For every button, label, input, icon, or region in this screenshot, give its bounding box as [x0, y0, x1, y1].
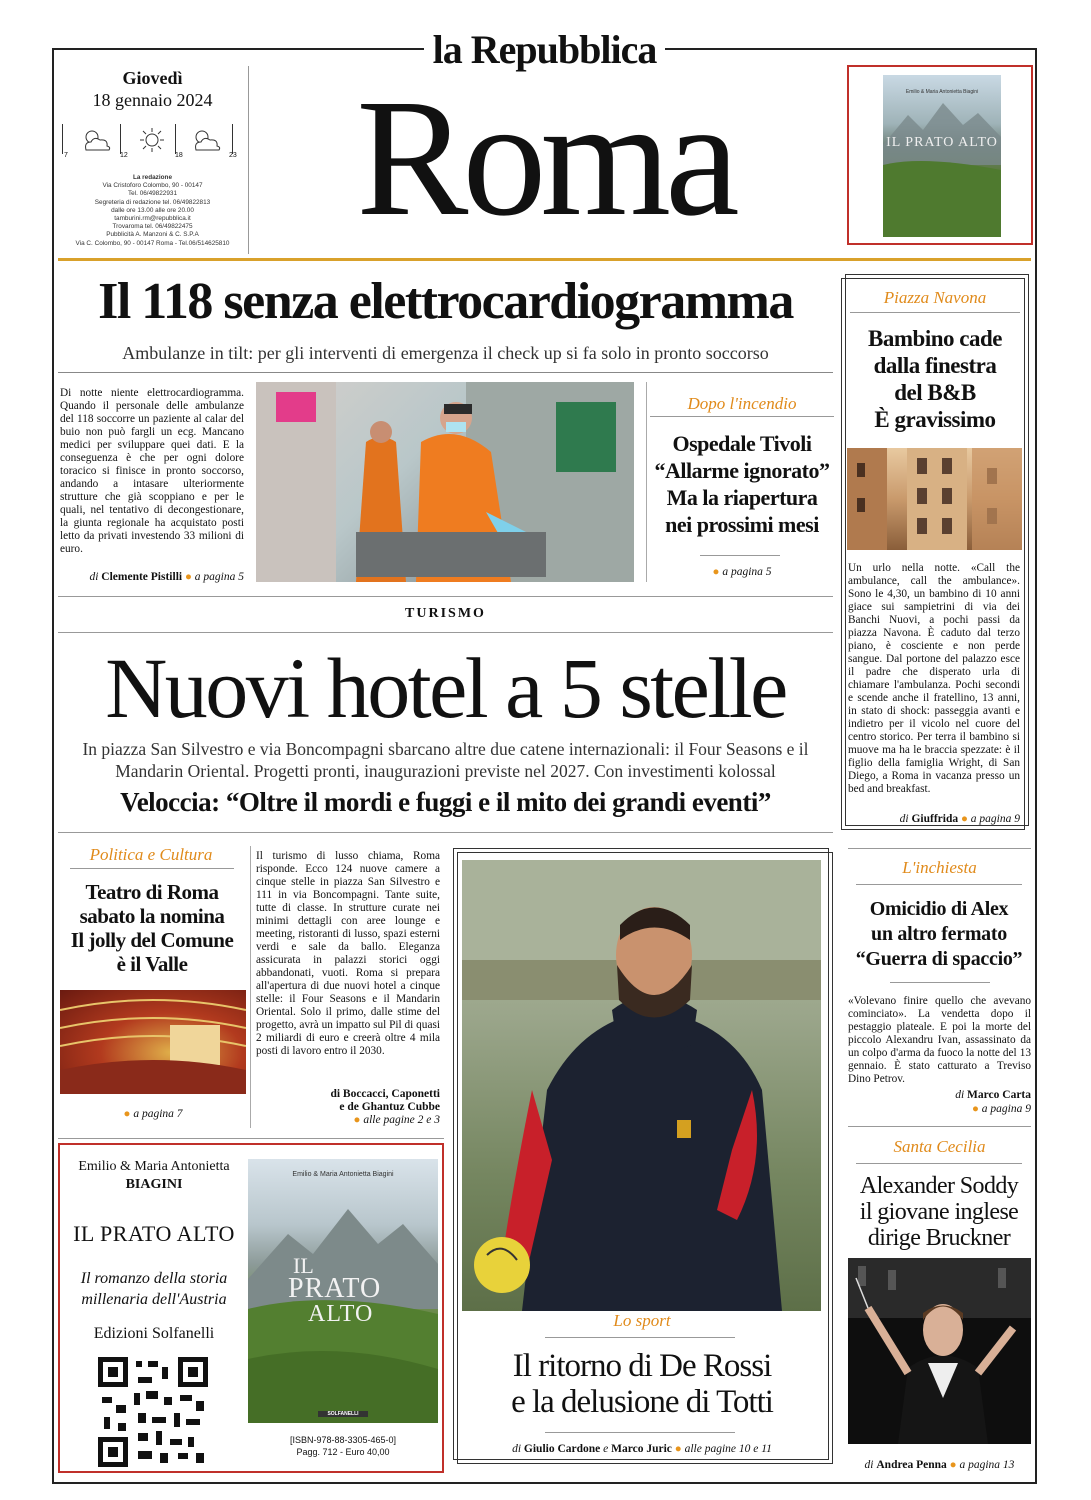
weather-temp: 18 [175, 152, 183, 159]
ad-surname: BIAGINI [125, 1177, 183, 1192]
masthead-divider [248, 66, 249, 254]
lead-body: Di notte niente elettrocardiogramma. Quando il personale delle ambulanze del 118 soccorre un paziente al calar del buio non può fargli un ecg. Mancano medici per sviluppare quei dati. E la conseguenza è che per ogni dolore toracico si finisce in pronto soccorso, andando a intasare ulteriormente strutture che già scoppiano e per le quali, nel tentativo di decongestionare, la giunta regionale ha acquistato posti letto da privati investendo 33 milioni di euro. [60, 387, 244, 555]
weather-temp: 7 [64, 152, 68, 159]
ad-title: IL PRATO ALTO [73, 1221, 235, 1246]
book-ad[interactable] [58, 1143, 444, 1473]
qr-code-icon [98, 1357, 208, 1467]
ad-price: Pagg. 712 - Euro 40,00 [296, 1447, 390, 1457]
tivoli-headline[interactable]: Ospedale Tivoli “Allarme ignorato” Ma la riapertura nei prossimi mesi [654, 431, 830, 537]
ad-tagline: Il romanzo della storia millenaria dell'Austria [80, 1270, 228, 1308]
sport-kicker: Lo sport [613, 1311, 671, 1330]
teatro-photo [60, 990, 246, 1094]
lead-byline: di Clemente Pistilli ● a pagina 5 [89, 571, 244, 583]
divider [545, 1432, 735, 1433]
date-full: 18 gennaio 2024 [92, 90, 213, 110]
soddy-photo [848, 1258, 1031, 1444]
tivoli-kicker: Dopo l'incendio [687, 394, 797, 413]
divider [58, 832, 833, 833]
partly-cloudy-icon [78, 126, 114, 154]
derossi-photo [462, 860, 821, 1311]
top-book-ad[interactable] [847, 65, 1033, 245]
tivoli-pageref: ● a pagina 5 [712, 566, 772, 578]
navona-body: Un urlo nella notte. «Call the ambulance, call the ambulance». Sono le 4,30, un bambino di 10 anni giace sui sampietrini di via dei Banchi Nuovi, a pochi passi da piazza Navona. È caduto dal terzo piano, è cosciente e non perde sangue. Dal portone del palazzo esce il padre che disperato urla di chiamare l'ambulanza. Pochi secondi e scende anche il fratellino, 13 anni, in stato di shock: passeggia avanti e indietro per il vicolo nel cuore del centro storico. Per terra il bambino si muove ma ha le braccia spezzate: è il figlio della famiglia Wright, di San Diego, a Roma in vacanza presso un bed and breakfast. [848, 562, 1020, 795]
cecilia-headline[interactable]: Alexander Soddy il giovane inglese dirige Bruckner [859, 1173, 1019, 1251]
divider [848, 1126, 1031, 1127]
tourism-body: Il turismo di lusso chiama, Roma risponde. Ecco 124 nuove camere a cinque stelle in piazza San Silvestro e 111 in via Boncompagni. Tante suite, tutte di classe. In strutture curate nei minimi dettagli con aree lounge e meeting, ristoranti di lusso, spazi esterni verdi e sale da ballo. Eleganza assicurata in palazzi storici oggi abbandonati, vuoti. Roma si prepara all'apertura di due nuovi hotel a cinque stelle: il Four Seasons e il Mandarin Oriental. Solo il primo, dalle stime del progetto, avrà un impatto sul Pil di quasi 2 miliardi di euro e creerà oltre 4 mila posti di lavoro entro il 2030. [256, 850, 440, 1057]
sport-byline: di Giulio Cardone e Marco Juric ● alle pagine 10 e 11 [512, 1443, 772, 1455]
alex-byline: di Marco Carta ● a pagina 9 [955, 1089, 1031, 1115]
divider [890, 982, 990, 983]
divider [856, 1163, 1022, 1164]
divider [58, 1138, 444, 1139]
edition-title: Roma [356, 65, 734, 251]
tourism-byline: di Boccacci, Caponetti e de Ghantuz Cubbe ● alle pagine 2 e 3 [330, 1088, 440, 1126]
ad-book-cover: Emilio & Maria Antonietta Biagini IL PRATO ALTO SOLFANELLI [248, 1159, 438, 1423]
lead-subhead: Ambulanze in tilt: per gli interventi di emergenza il check up si fa solo in pronto soccorso [122, 343, 769, 363]
divider [545, 1337, 735, 1338]
alex-headline[interactable]: Omicidio di Alex un altro fermato “Guerra di spaccio” [855, 898, 1023, 970]
masthead-rule-left [52, 48, 424, 50]
navona-headline[interactable]: Bambino cade dalla finestra del B&B È gravissimo [868, 326, 1002, 432]
cecilia-byline: di Andrea Penna ● a pagina 13 [864, 1459, 1015, 1471]
book-cover-image: Emilio & Maria Antonietta Biagini IL PRATO ALTO [883, 75, 1001, 237]
alex-kicker: L'inchiesta [902, 858, 977, 877]
weather-temp: 12 [120, 152, 128, 159]
sun-icon [136, 126, 168, 154]
navona-byline: di Giuffrida ● a pagina 9 [899, 813, 1020, 825]
lead-headline[interactable]: Il 118 senza elettrocardiogramma [98, 273, 793, 330]
tourism-headline[interactable]: Nuovi hotel a 5 stelle [105, 640, 786, 736]
frame-left [52, 48, 54, 1484]
divider [58, 632, 833, 633]
weather-strip [62, 124, 244, 162]
partly-cloudy-icon [188, 126, 224, 154]
ad-isbn: [ISBN-978-88-3305-465-0] [289, 1435, 397, 1445]
divider [250, 846, 251, 1128]
frame-bottom [52, 1482, 1037, 1484]
ambulance-photo [256, 382, 634, 582]
paper-name: la Repubblica [432, 27, 657, 72]
teatro-kicker: Politica e Cultura [89, 845, 213, 864]
weather-temp: 23 [229, 152, 237, 159]
cecilia-kicker: Santa Cecilia [893, 1137, 986, 1156]
sport-headline[interactable]: Il ritorno di De Rossi e la delusione di Totti [511, 1348, 773, 1420]
teatro-pageref: ● a pagina 7 [123, 1108, 183, 1120]
masthead-rule-right [665, 48, 1037, 50]
ad-authors: Emilio & Maria Antonietta [78, 1159, 230, 1174]
divider [58, 372, 833, 373]
date-day: Giovedì [122, 68, 183, 88]
redazione-info: La redazione Via Cristoforo Colombo, 90 - 00147 Tel. 06/49822931 Segreteria di redazione tel. 06/49822813 dalle ore 13.00 alle ore 20.00 tamburini.rm@repubblica.it Trovaroma tel. 06/49822475 Pubblicità A. Manzoni & C. S.P.A Via C. Colombo, 90 - 00147 Roma - Tel.06/514625810 [75, 174, 230, 247]
tourism-section: TURISMO [405, 606, 486, 621]
divider [850, 312, 1020, 313]
alex-body: «Volevano finire quello che avevano cominciato». La vendetta dopo il pestaggio plateale. E poi la morte del piccolo Alexandru Ivan, assassinato da un colpo d'arma da fuoco la notte del 13 gennaio. È stato catturato a Treviso Dino Petrov. [848, 995, 1031, 1085]
frame-right [1035, 48, 1037, 1484]
divider [856, 884, 1022, 885]
navona-kicker: Piazza Navona [883, 288, 987, 307]
masthead-gold-rule [58, 258, 1031, 261]
ad-publisher: Edizioni Solfanelli [93, 1325, 215, 1342]
tourism-quote: Veloccia: “Oltre il mordi e fuggi e il mito dei grandi eventi” [120, 787, 771, 817]
divider [58, 596, 833, 597]
tourism-subhead: In piazza San Silvestro e via Boncompagni sbarcano altre due catene internazionali: il Four Seasons e il Mandarin Oriental. Progetti pronti, inaugurazioni previste nel 2027. Con investimenti kolossal [82, 739, 809, 781]
divider [700, 555, 780, 556]
teatro-headline[interactable]: Teatro di Roma sabato la nomina Il jolly del Comune è il Valle [70, 880, 234, 976]
navona-photo [847, 448, 1022, 550]
divider [70, 868, 234, 869]
divider [848, 848, 1031, 849]
divider [650, 416, 834, 417]
